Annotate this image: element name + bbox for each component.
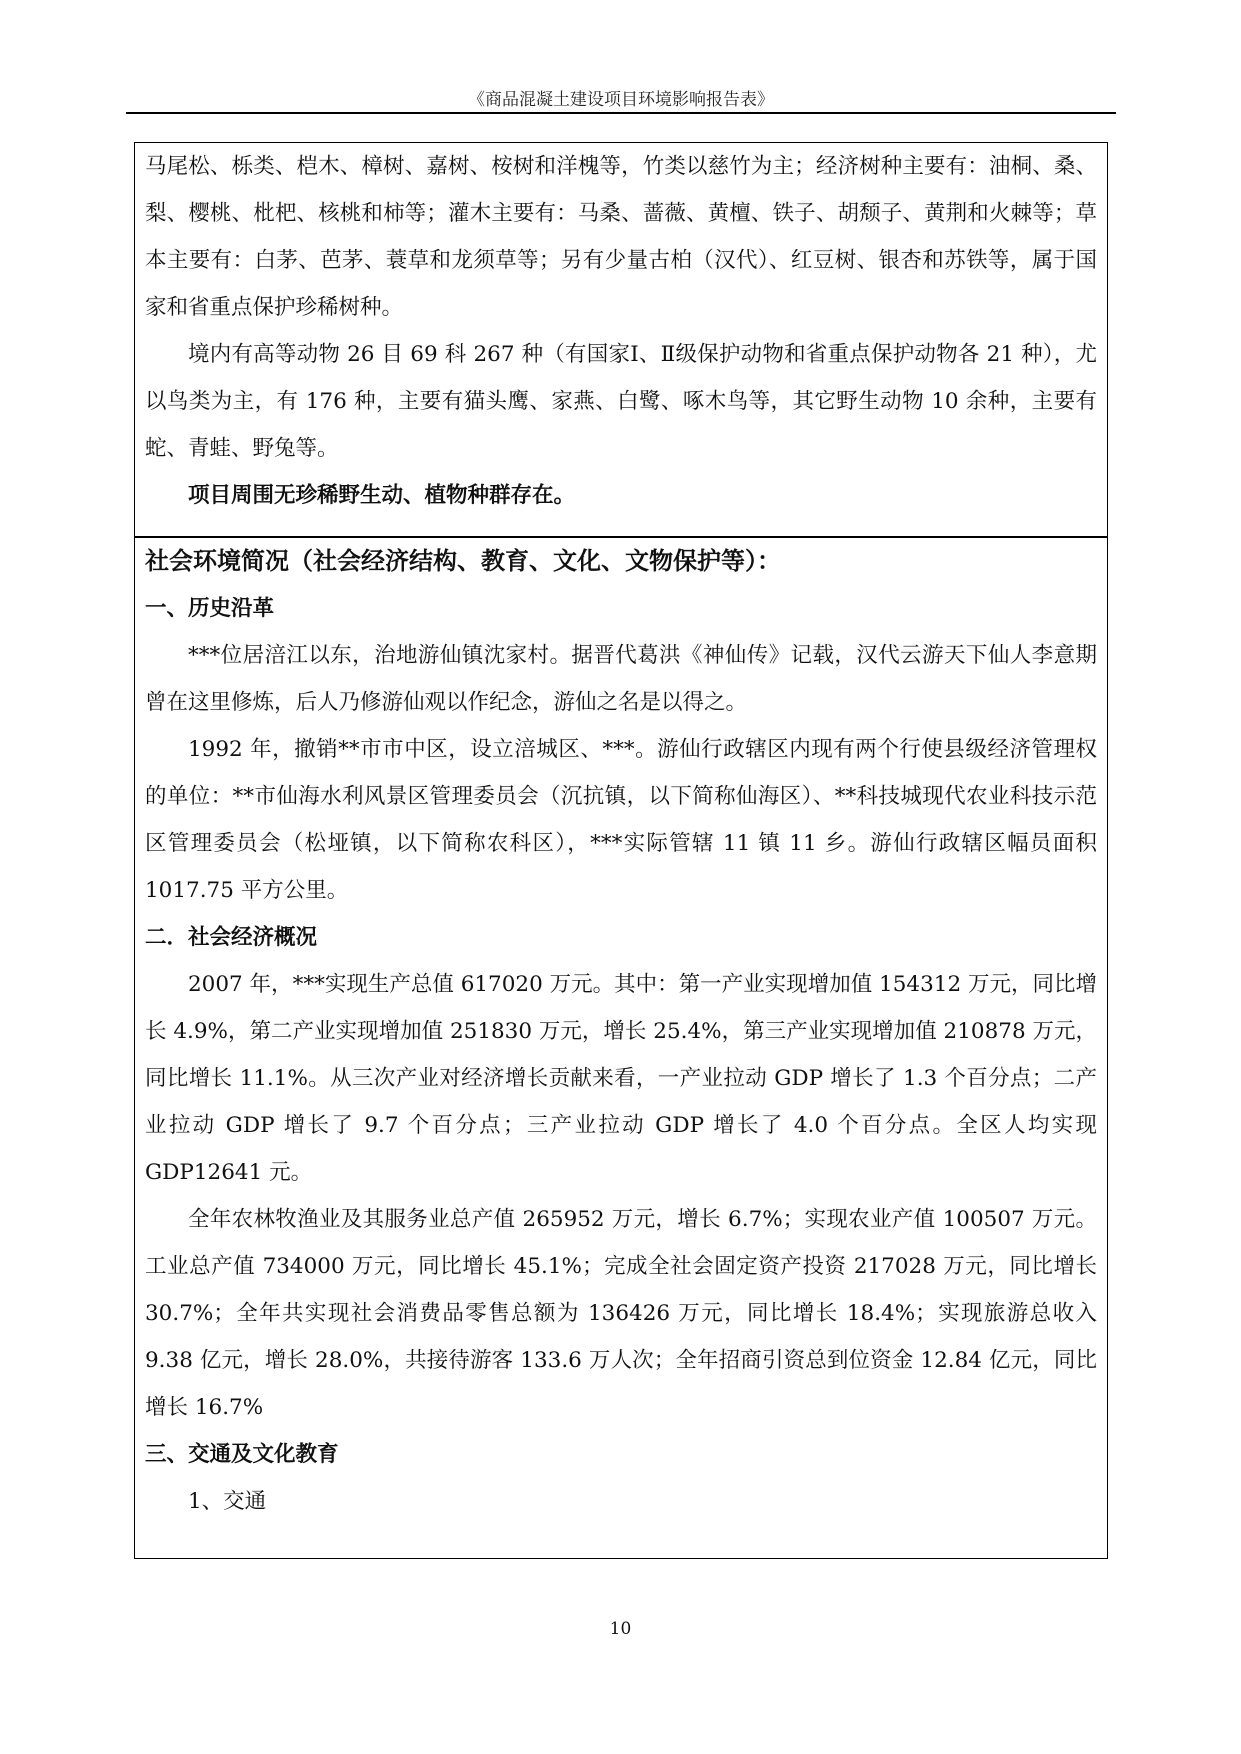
page-number: 10 xyxy=(609,1619,632,1639)
running-header: 《商品混凝土建设项目环境影响报告表》 xyxy=(468,90,774,110)
transport-education-heading: 三、交通及文化教育 xyxy=(145,1442,339,1467)
ecology-section xyxy=(134,142,1108,538)
flora-paragraph: 马尾松、栎类、桤木、樟树、嘉树、桉树和洋槐等，竹类以慈竹为主；经济树种主要有：油桐、桑、梨、樱桃、枇杷、核桃和柿等；灌木主要有：马桑、蔷薇、黄檀、铁子、胡颓子、黄荆和火棘等；草本主要有：白茅、芭茅、蓑草和龙须草等；另有少量古柏（汉代）、红豆树、银杏和苏铁等，属于国家和省重点保护珍稀树种。 xyxy=(145,154,1097,320)
social-environment-section xyxy=(134,536,1108,1559)
fauna-paragraph: 境内有高等动物 26 目 69 科 267 种（有国家Ⅰ、Ⅱ级保护动物和省重点保护动物各 21 种），尤以鸟类为主，有 176 种，主要有猫头鹰、家燕、白鹭、啄木鸟等，其它野生动物 10 余种，主要有蛇、青蛙、野兔等。 xyxy=(145,342,1097,461)
economy-paragraph-2: 全年农林牧渔业及其服务业总产值 265952 万元，增长 6.7%；实现农业产值 100507 万元。工业总产值 734000 万元，同比增长 45.1%；完成全社会固定资产投资 217028 万元，同比增长 30.7%；全年共实现社会消费品零售总额为 136426 万元，同比增长 18.4%；实现旅游总收入 9.38 亿元，增长 28.0%，共接待游客 133.6 万人次；全年招商引资总到位资金 12.84 亿元，同比增长 16.7% xyxy=(145,1207,1097,1420)
section-title: 社会环境简况（社会经济结构、教育、文化、文物保护等）： xyxy=(145,546,781,575)
header-rule xyxy=(126,112,1116,114)
economy-paragraph-1: 2007 年，***实现生产总值 617020 万元。其中：第一产业实现增加值 154312 万元，同比增长 4.9%，第二产业实现增加值 251830 万元，增长 25.4%，第三产业实现增加值 210878 万元，同比增长 11.1%。从三次产业对经济增长贡献来看，一产业拉动 GDP 增长了 1.3 个百分点；二产业拉动 GDP 增长了 9.7 个百分点；三产业拉动 GDP 增长了 4.0 个百分点。全区人均实现 GDP12641 元。 xyxy=(145,972,1097,1185)
history-heading: 一、历史沿革 xyxy=(145,596,275,621)
history-paragraph-1: ***位居涪江以东，治地游仙镇沈家村。据晋代葛洪《神仙传》记载，汉代云游天下仙人李意期曾在这里修炼，后人乃修游仙观以作纪念，游仙之名是以得之。 xyxy=(145,643,1097,715)
rare-species-statement: 项目周围无珍稀野生动、植物种群存在。 xyxy=(188,483,576,508)
economy-heading: 二．社会经济概况 xyxy=(145,925,318,950)
history-paragraph-2: 1992 年，撤销**市市中区，设立涪城区、***。游仙行政辖区内现有两个行使县级经济管理权的单位：**市仙海水利风景区管理委员会（沉抗镇，以下简称仙海区）、**科技城现代农业科技示范区管理委员会（松垭镇，以下简称农科区），***实际管辖 11 镇 11 乡。游仙行政辖区幅员面积 1017.75 平方公里。 xyxy=(145,737,1097,903)
transport-subheading: 1、交通 xyxy=(188,1489,267,1514)
